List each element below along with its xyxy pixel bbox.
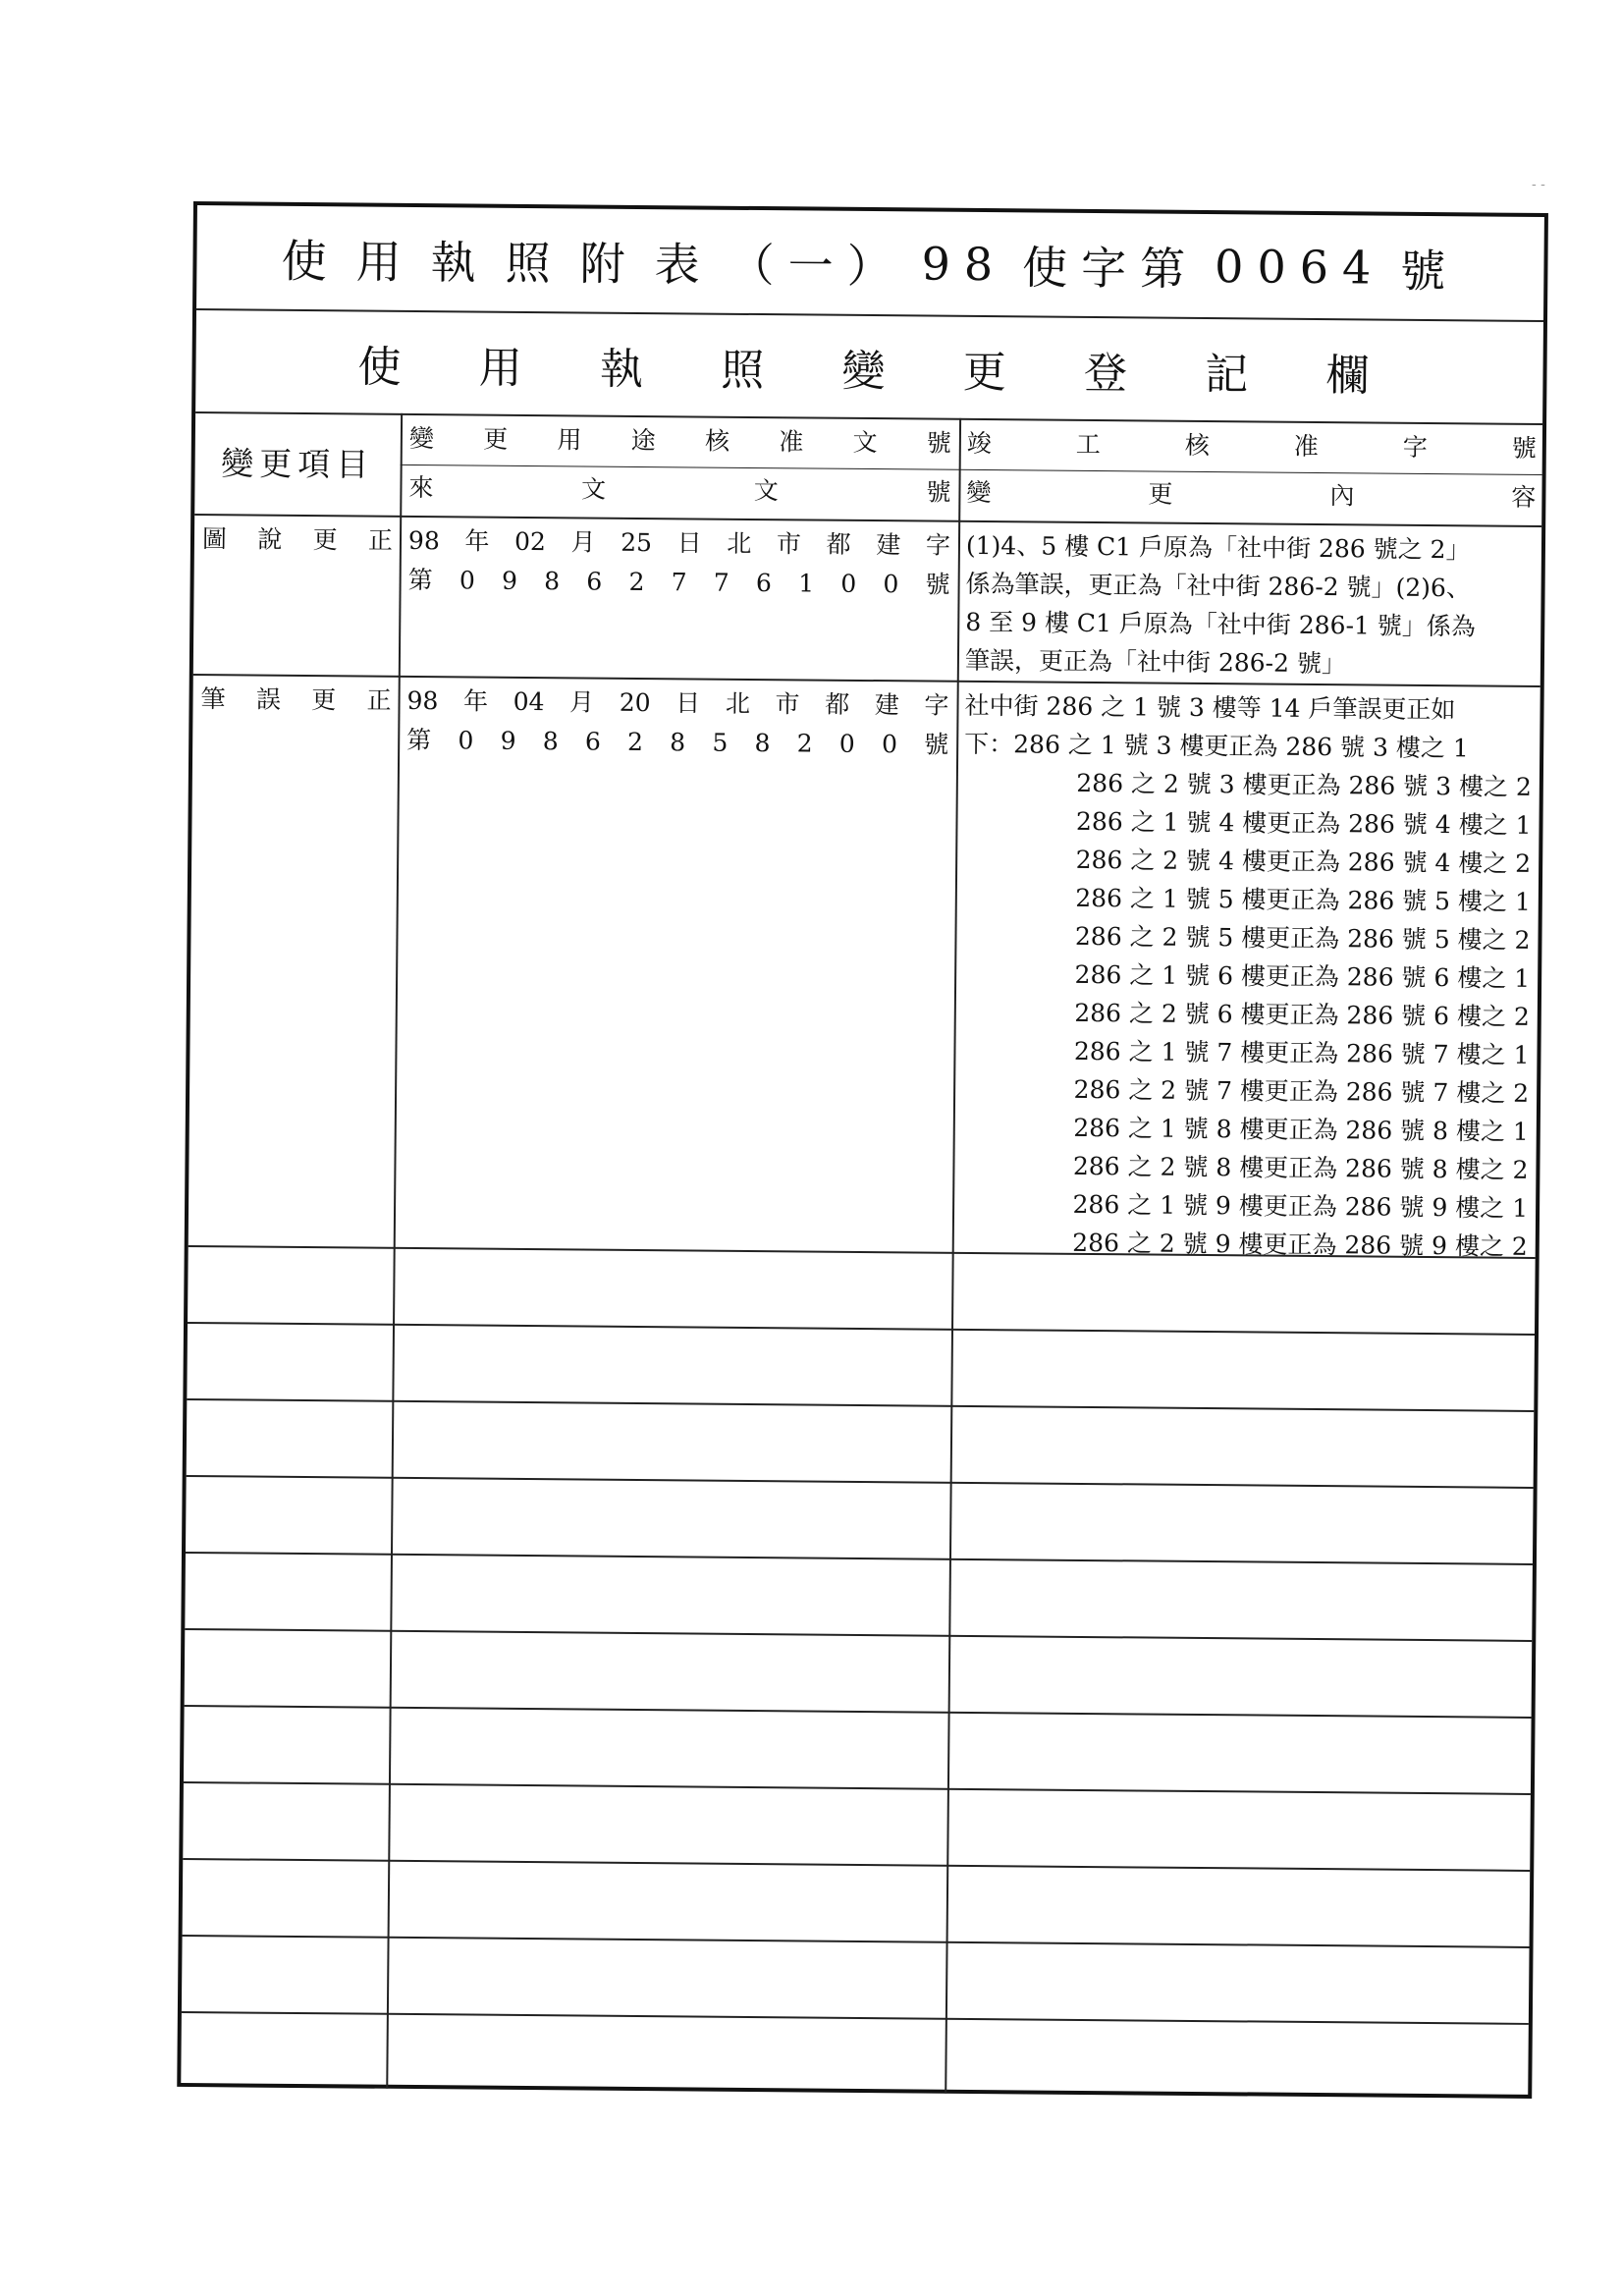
row2-doc1-token-6: 北 — [725, 688, 751, 718]
row2-content-intro1: 社中街 286 之 1 號 3 樓等 14 戶筆誤更正如 — [964, 690, 1456, 725]
section-title — [195, 311, 1543, 423]
row2-doc2-token-5: 2 — [626, 727, 644, 757]
row2-item-char-2: 更 — [311, 685, 337, 715]
header-doc1-char-4: 核 — [704, 426, 730, 456]
row2-content-intro2: 下：286 之 1 號 3 樓更正為 286 號 3 樓之 1 — [964, 729, 1469, 763]
title-token-2: 執 — [430, 235, 490, 290]
row1-doc2-token-6: 7 — [671, 568, 687, 597]
row2-doc1-token-3: 月 — [569, 687, 595, 717]
empty-row-divider — [182, 2011, 1529, 2025]
header-con2-char-2: 內 — [1329, 481, 1355, 511]
usage-permit-table — [177, 201, 1548, 2099]
row1-doc2-token-1: 0 — [459, 566, 475, 595]
row2-content-line-2: 286 之 2 號 4 樓更正為 286 號 4 樓之 2 — [1075, 845, 1532, 878]
header-doc2-char-0: 來 — [408, 472, 434, 503]
subtitle-char-7: 記 — [1205, 349, 1249, 401]
row1-item-char-3: 正 — [367, 525, 394, 555]
column-divider — [945, 418, 961, 2094]
title-token-6: （一） — [729, 238, 906, 293]
title-token-7: 98 — [921, 236, 1007, 291]
row1-item-char-0: 圖 — [201, 524, 228, 554]
row2-content-line-3: 286 之 1 號 5 樓更正為 286 號 5 樓之 1 — [1075, 883, 1531, 916]
row2-content-line-5: 286 之 1 號 6 樓更正為 286 號 6 樓之 1 — [1074, 959, 1531, 993]
row2-doc1-token-1: 年 — [462, 686, 489, 716]
row2-doc2-token-10: 0 — [838, 729, 855, 758]
empty-row-divider — [185, 1628, 1532, 1642]
row1-doc2-token-4: 6 — [586, 567, 603, 596]
row1-doc2-token-2: 9 — [501, 566, 518, 595]
title-token-3: 照 — [505, 236, 565, 290]
row1-doc-line1 — [408, 521, 950, 565]
row1-doc2-token-7: 7 — [713, 568, 729, 597]
row1-content-line-2: 8 至 9 樓 C1 戶原為「社中街 286-1 號」係為 — [965, 607, 1476, 641]
empty-row-divider — [188, 1322, 1535, 1336]
header-doc1-char-5: 准 — [779, 427, 804, 457]
document-title — [196, 205, 1544, 320]
row2-content-line-0: 286 之 2 號 3 樓更正為 286 號 3 樓之 2 — [1076, 768, 1532, 801]
header-item: 變更項目 — [221, 443, 375, 484]
row1-doc-line2 — [407, 561, 949, 604]
subtitle-char-5: 更 — [962, 347, 1006, 399]
row2-doc2-token-12: 號 — [924, 730, 949, 759]
subtitle-char-3: 照 — [721, 345, 765, 397]
row1-doc1-token-1: 年 — [464, 526, 490, 556]
row2-doc2-token-6: 8 — [670, 728, 686, 757]
row2-doc-line2 — [406, 721, 948, 764]
subtitle-char-2: 執 — [599, 344, 644, 396]
header-doc2-char-2: 文 — [753, 475, 779, 506]
row2-doc2-token-1: 0 — [458, 726, 474, 755]
row2-doc1-token-0: 98 — [406, 685, 439, 716]
subtitle-char-1: 用 — [478, 343, 522, 394]
row1-doc1-token-4: 25 — [621, 527, 653, 558]
row2-content-line-11: 286 之 1 號 9 樓更正為 286 號 9 樓之 1 — [1072, 1189, 1529, 1223]
row2-doc2-token-0: 第 — [406, 725, 432, 755]
header-doc1-char-2: 用 — [557, 425, 582, 455]
title-token-5: 表 — [654, 237, 714, 292]
header-doc1-char-1: 更 — [483, 424, 509, 454]
row1-doc2-token-8: 6 — [755, 569, 773, 598]
row2-item-char-1: 誤 — [255, 684, 282, 714]
title-token-1: 用 — [355, 234, 415, 289]
header-doc1-char-7: 號 — [926, 428, 951, 458]
header-doc-line2 — [408, 468, 950, 512]
header-con2-char-1: 更 — [1148, 479, 1173, 509]
row2-doc2-token-11: 0 — [881, 730, 898, 759]
empty-row-divider — [187, 1398, 1534, 1412]
title-token-0: 使 — [281, 234, 341, 288]
empty-row-divider — [183, 1935, 1530, 1948]
row2-content-line-4: 286 之 2 號 5 樓更正為 286 號 5 樓之 2 — [1074, 921, 1531, 955]
row1-doc1-token-8: 都 — [826, 529, 851, 559]
header-content-line2 — [966, 473, 1536, 517]
row1-doc1-token-0: 98 — [407, 525, 440, 556]
row2-doc1-token-4: 20 — [619, 687, 651, 718]
header-doc2-char-3: 號 — [926, 477, 951, 507]
row1-doc2-token-5: 2 — [628, 567, 645, 597]
header-doc1-char-3: 途 — [630, 425, 656, 456]
subtitle-char-0: 使 — [357, 342, 402, 393]
row1-content — [965, 526, 1541, 684]
row1-item — [202, 519, 393, 560]
row2-doc2-token-2: 9 — [500, 726, 516, 755]
row2-doc-line1 — [406, 682, 948, 725]
empty-row-divider — [185, 1705, 1532, 1719]
title-token-4: 附 — [579, 236, 639, 291]
row2-doc2-token-4: 6 — [584, 727, 601, 756]
row1-doc2-token-11: 0 — [883, 570, 899, 599]
row2-doc1-token-7: 市 — [775, 689, 800, 719]
row1-doc1-token-5: 日 — [676, 528, 702, 558]
row1-doc1-token-2: 02 — [513, 526, 547, 557]
empty-row-divider — [187, 1475, 1534, 1489]
empty-row-divider — [184, 1781, 1531, 1795]
header-con2-char-0: 變 — [966, 477, 992, 508]
row2-doc2-token-9: 2 — [796, 729, 813, 758]
header-con2-char-3: 容 — [1511, 482, 1537, 512]
header-content-line1 — [967, 424, 1537, 467]
row1-content-line-0: (1)4、5 樓 C1 戶原為「社中街 286 號之 2」 — [965, 530, 1471, 565]
row2-doc2-token-8: 8 — [754, 729, 771, 758]
row1-doc1-token-9: 建 — [876, 530, 901, 560]
header-con1-char-1: 工 — [1075, 429, 1102, 460]
row1-content-line-3: 筆誤，更正為「社中街 286-2 號」 — [964, 645, 1347, 679]
empty-row-divider — [186, 1552, 1533, 1565]
subtitle-char-8: 欄 — [1325, 351, 1370, 402]
header-con1-char-4: 字 — [1402, 432, 1428, 462]
column-divider — [386, 413, 403, 2089]
row2-item-char-0: 筆 — [200, 684, 226, 714]
row2-content-line-12: 286 之 2 號 9 樓更正為 286 號 9 樓之 2 — [1072, 1228, 1528, 1261]
row2-content-line-8: 286 之 2 號 7 樓更正為 286 號 7 樓之 2 — [1073, 1074, 1530, 1108]
row1-doc2-token-0: 第 — [407, 565, 433, 595]
row2-doc1-token-9: 建 — [874, 690, 899, 720]
row1-doc1-token-7: 市 — [776, 529, 802, 559]
row2-item — [200, 680, 391, 720]
row2-item-char-3: 正 — [366, 685, 392, 715]
title-token-8: 使字第 — [1021, 240, 1200, 296]
row2-content-line-9: 286 之 1 號 8 樓更正為 286 號 8 樓之 1 — [1073, 1113, 1529, 1146]
row1-item-char-2: 更 — [312, 525, 338, 555]
header-doc2-char-1: 文 — [580, 474, 607, 504]
scan-mark: - - — [1532, 177, 1545, 192]
subtitle-char-6: 登 — [1083, 348, 1128, 400]
header-con1-char-5: 號 — [1511, 433, 1537, 463]
header-con1-char-3: 准 — [1293, 431, 1319, 462]
row2-doc1-token-5: 日 — [675, 688, 701, 718]
row2-doc1-token-2: 04 — [513, 686, 545, 717]
title-token-9: 0064 — [1214, 239, 1385, 295]
row2-doc2-token-7: 5 — [712, 728, 729, 757]
header-con1-char-2: 核 — [1184, 430, 1210, 461]
row1-content-line-1: 係為筆誤，更正為「社中街 286-2 號」(2)6、 — [965, 569, 1472, 603]
row1-doc1-token-3: 月 — [570, 527, 596, 557]
row2-doc1-token-10: 字 — [924, 690, 949, 720]
row2-content — [960, 686, 1540, 1266]
row1-item-char-1: 說 — [257, 524, 283, 554]
row1-doc2-token-10: 0 — [840, 569, 857, 598]
row1-doc2-token-12: 號 — [925, 570, 950, 599]
row1-doc2-token-3: 8 — [544, 567, 561, 596]
row1-doc2-token-9: 1 — [798, 569, 815, 598]
row1-doc1-token-6: 北 — [727, 528, 752, 558]
header-doc-line1 — [409, 419, 951, 463]
row2-content-line-10: 286 之 2 號 8 樓更正為 286 號 8 樓之 2 — [1072, 1151, 1529, 1184]
row2-doc2-token-3: 8 — [542, 727, 559, 756]
header-doc1-char-0: 變 — [408, 423, 435, 454]
header-con1-char-0: 竣 — [966, 428, 993, 459]
row2-content-line-7: 286 之 1 號 7 樓更正為 286 號 7 樓之 1 — [1073, 1036, 1530, 1069]
row1-doc1-token-10: 字 — [925, 530, 951, 560]
empty-row-divider — [183, 1858, 1530, 1872]
row2-doc1-token-8: 都 — [825, 689, 850, 719]
row2-content-line-6: 286 之 2 號 6 樓更正為 286 號 6 樓之 2 — [1074, 998, 1530, 1031]
title-token-10: 號 — [1400, 244, 1460, 298]
header-doc1-char-6: 文 — [852, 427, 878, 458]
row2-content-line-1: 286 之 1 號 4 樓更正為 286 號 4 樓之 1 — [1075, 806, 1532, 840]
subtitle-char-4: 變 — [841, 346, 886, 398]
